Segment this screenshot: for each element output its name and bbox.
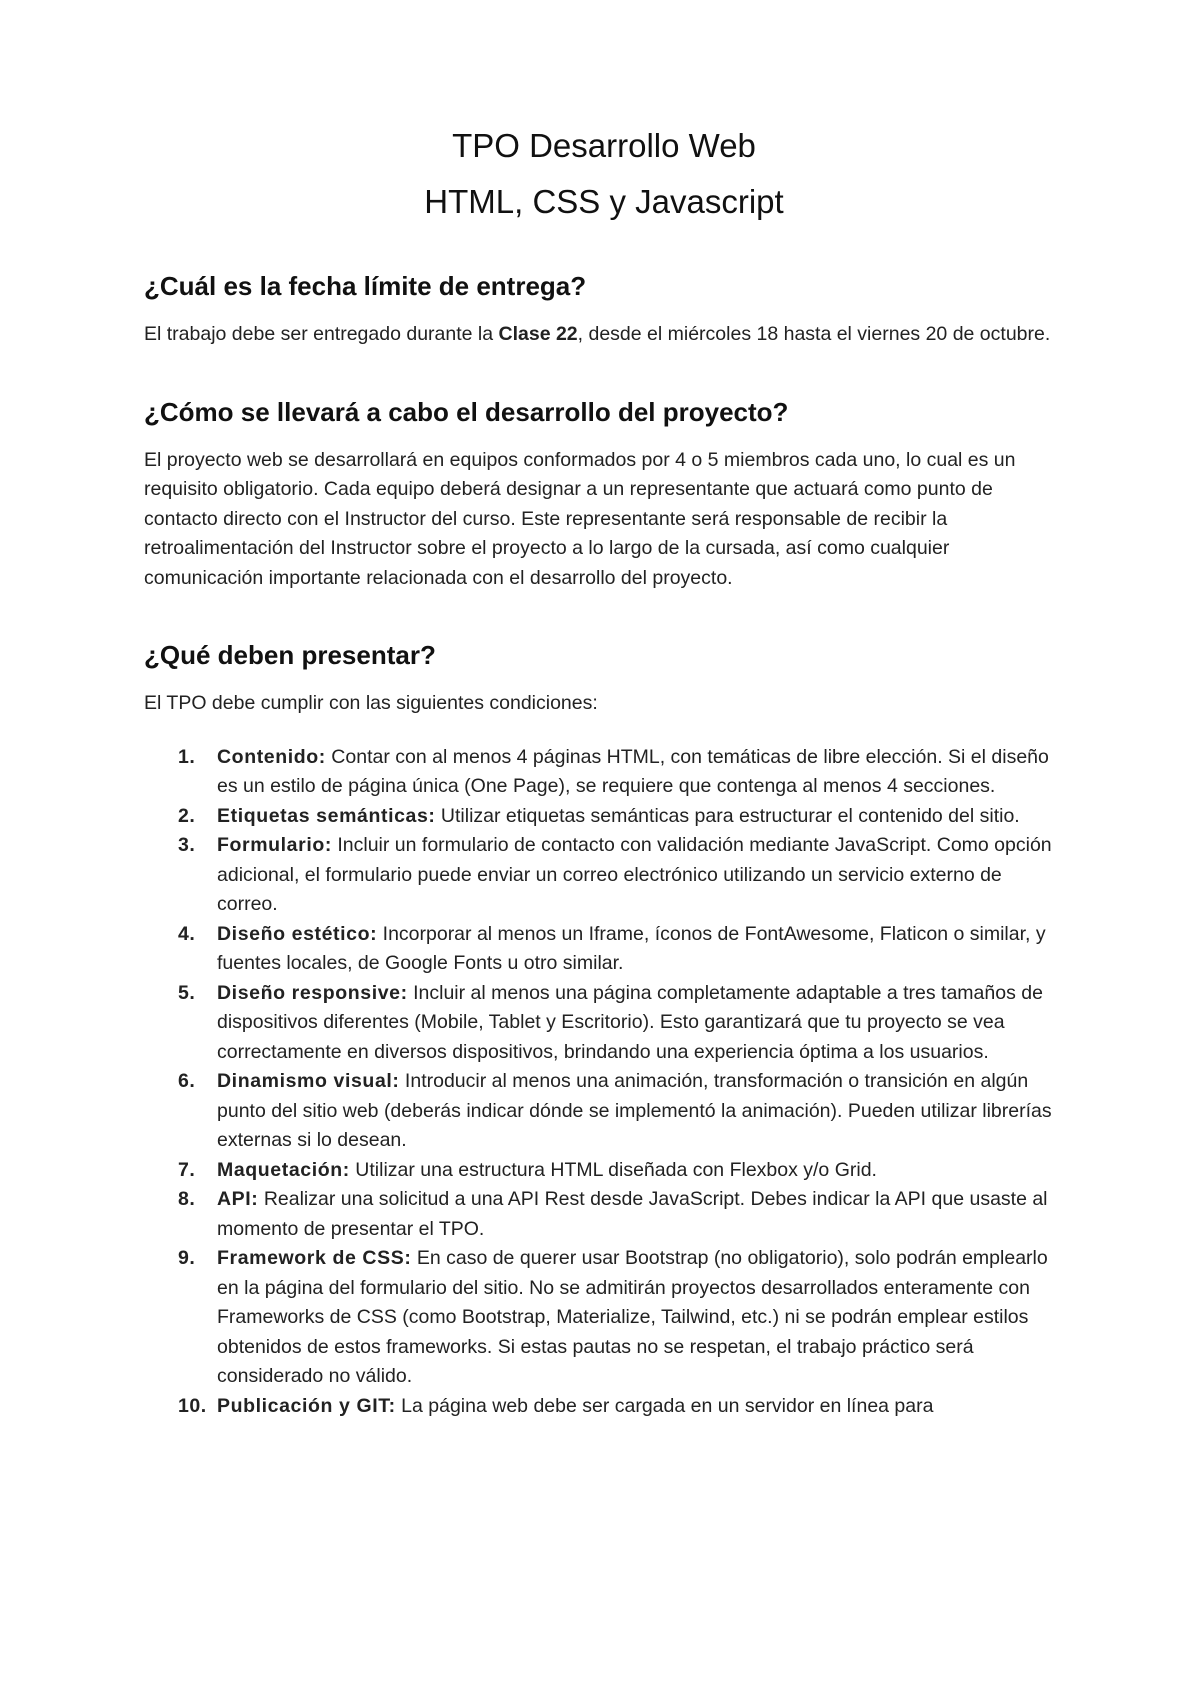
list-item — [144, 743, 1064, 802]
list-item-text: La página web debe ser cargada en un servidor en línea para — [395, 1394, 934, 1417]
list-item-term: Etiquetas semánticas: — [217, 804, 436, 827]
list-item — [144, 1156, 1064, 1186]
list-item-text: Contar con al menos 4 páginas HTML, con temáticas de libre elección. Si el diseño es un estilo de página única (One Page), se requiere que contenga al menos 4 secciones. — [217, 745, 1049, 797]
list-item-number: 7. — [178, 1158, 196, 1181]
list-item-number: 10. — [178, 1394, 207, 1417]
list-item — [144, 1067, 1064, 1156]
list-item-term: Diseño estético: — [217, 922, 378, 945]
list-item-number: 6. — [178, 1070, 196, 1092]
deadline-class-bold: Clase 22 — [498, 323, 578, 345]
document-title — [144, 118, 1064, 230]
list-item-text: Utilizar una estructura HTML diseñada con Flexbox y/o Grid. — [349, 1158, 877, 1181]
list-item-text: Utilizar etiquetas semánticas para estructurar el contenido del sitio. — [435, 804, 1020, 827]
list-item-term: Dinamismo visual: — [217, 1070, 400, 1092]
list-item-text: Incluir al menos una página completamente adaptable a tres tamaños de dispositivos diferentes (Mobile, Tablet y Escritorio). Esto garantizará que tu proyecto se vea correctamente en diversos dispositivos, brindando una experiencia óptima a los usuarios. — [217, 981, 1043, 1063]
section-development — [144, 394, 1064, 594]
section-deliverables — [144, 637, 1064, 1421]
conditions-list — [144, 743, 1064, 1422]
list-item-number: 8. — [178, 1188, 196, 1210]
list-item-number: 2. — [178, 804, 196, 827]
list-item-number: 4. — [178, 922, 196, 945]
list-item — [144, 802, 1064, 832]
section-heading-development: ¿Cómo se llevará a cabo el desarrollo del proyecto? — [144, 396, 789, 427]
development-paragraph: El proyecto web se desarrollará en equipos conformados por 4 o 5 miembros cada uno, lo cual es un requisito obligatorio. Cada equipo deberá designar a un representante que actuará como punto de contacto directo con el Instructor del curso. Este representante será responsable de recibir la retroalimentación del Instructor sobre el proyecto a lo largo de la cursada, así como cualquier comunicación importante relacionada con el desarrollo del proyecto. — [144, 448, 1016, 589]
list-item — [144, 1244, 1064, 1392]
deadline-paragraph — [144, 320, 1064, 350]
list-item-term: Maquetación: — [217, 1158, 350, 1181]
deadline-text-after: , desde el miércoles 18 hasta el viernes 20 de octubre. — [577, 323, 1051, 345]
list-item-number: 5. — [178, 981, 196, 1004]
list-item-term: Diseño responsive: — [217, 981, 408, 1004]
list-item-number: 9. — [178, 1247, 196, 1269]
section-deadline — [144, 268, 1064, 350]
list-item-term: Contenido: — [217, 745, 326, 768]
document-content — [144, 118, 1064, 1465]
list-item-number: 3. — [178, 834, 196, 856]
list-item — [144, 831, 1064, 920]
list-item-number: 1. — [178, 745, 196, 768]
list-item-term: Formulario: — [217, 834, 332, 856]
list-item-text: Realizar una solicitud a una API Rest desde JavaScript. Debes indicar la API que usaste al momento de presentar el TPO. — [217, 1188, 1048, 1240]
section-heading-deliverables: ¿Qué deben presentar? — [144, 640, 436, 670]
title-line-1: TPO Desarrollo Web — [452, 127, 756, 164]
title-line-2: HTML, CSS y Javascript — [424, 183, 784, 220]
deliverables-intro: El TPO debe cumplir con las siguientes condiciones: — [144, 692, 598, 714]
list-item-term: Publicación y GIT: — [217, 1394, 396, 1417]
list-item — [144, 1392, 1064, 1422]
list-item-text: En caso de querer usar Bootstrap (no obligatorio), solo podrán emplearlo en la página del formulario del sitio. No se admitirán proyectos desarrollados enteramente con Frameworks de CSS (como Bootstrap, Materialize, Tailwind, etc.) ni se podrán emplear estilos obtenidos de estos frameworks. Si estas pautas no se respetan, el trabajo práctico será considerado no válido. — [217, 1247, 1048, 1387]
list-item-text: Incluir un formulario de contacto con validación mediante JavaScript. Como opción adicional, el formulario puede enviar un correo electrónico utilizando un servicio externo de correo. — [217, 834, 1052, 915]
list-item-term: Framework de CSS: — [217, 1247, 412, 1269]
section-heading-deadline: ¿Cuál es la fecha límite de entrega? — [144, 271, 587, 301]
list-item — [144, 920, 1064, 979]
list-item-text: Introducir al menos una animación, transformación o transición en algún punto del sitio web (deberás indicar dónde se implementó la animación). Pueden utilizar librerías externas si lo desean. — [217, 1070, 1052, 1151]
list-item-text: Incorporar al menos un Iframe, íconos de FontAwesome, Flaticon o similar, y fuentes locales, de Google Fonts u otro similar. — [217, 922, 1046, 974]
list-item-term: API: — [217, 1188, 259, 1210]
deadline-text-before: El trabajo debe ser entregado durante la — [144, 323, 499, 345]
list-item — [144, 1185, 1064, 1244]
list-item — [144, 979, 1064, 1068]
